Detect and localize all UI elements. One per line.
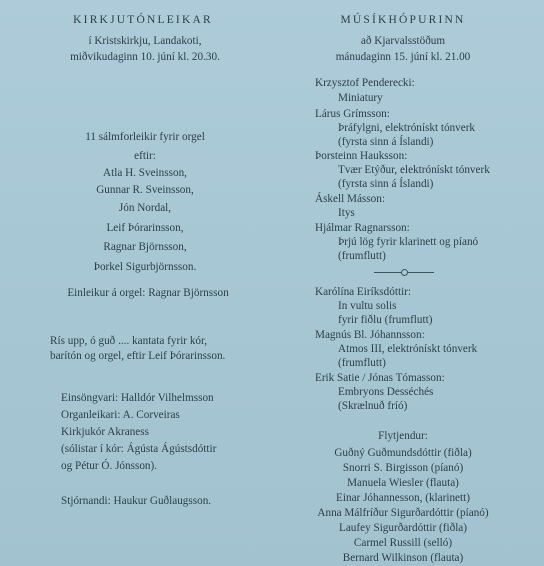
program-work: In vultu solis [338,300,397,312]
program-composer: Krzysztof Penderecki: [315,77,415,89]
conductor-line: Stjórnandi: Haukur Guðlaugsson. [61,495,212,507]
player-name: Laufey Sigurðardóttir (fiðla) [339,522,467,534]
players-heading: Flytjendur: [378,430,428,442]
church-concert-date: miðvikudaginn 10. júní kl. 20.30. [70,51,220,63]
player-name: Anna Málfríður Sigurðardóttir (píanó) [317,507,489,519]
program-work-note: (Skrælnuð fríó) [338,400,408,412]
program-work-note: fyrir fiðlu (frumflutt) [338,314,433,326]
player-name: Snorri S. Birgisson (píanó) [342,462,464,474]
program-work-note: (fyrsta sinn á Íslandi) [338,136,434,148]
composer-name: Atla H. Sveinsson, [103,167,187,179]
composer-name: Gunnar R. Sveinsson, [96,184,194,196]
cantata-line: barítón og orgel, eftir Leif Þórarinsson. [50,350,226,362]
composer-name: Leif Þórarinsson, [106,222,184,234]
program-work: Tvær Etýður, elektrónískt tónverk [338,164,490,176]
organ-preludes-by: eftir: [134,150,156,162]
performer-line: (sólistar í kór: Ágústa Ágústsdóttir [61,443,217,455]
program-composer: Karólína Eiríksdóttir: [315,286,412,298]
program-work-note: (fyrsta sinn á Íslandi) [338,178,434,190]
program-composer: Hjálmar Ragnarsson: [315,222,410,234]
performer-line: Kirkjukór Akraness [61,426,149,438]
composer-name: Jón Nordal, [118,202,172,214]
program-work-note: (frumflutt) [338,250,386,262]
music-group-title: MÚSÍKHÓPURINN [340,14,466,26]
player-name: Guðný Guðmundsdóttir (fiðla) [334,447,472,459]
program-work: Þrjú lög fyrir klarinett og píanó [338,236,479,248]
organ-preludes-heading: 11 sálmforleikir fyrir orgel [85,131,205,143]
music-group-venue: að Kjarvalsstöðum [360,35,446,47]
program-composer: Lárus Grímsson: [315,108,390,120]
program-composer: Erik Satie / Jónas Tómasson: [315,372,445,384]
music-group-date: mánudaginn 15. júní kl. 21.00 [335,51,471,63]
church-concert-title: KIRKJUTÓNLEIKAR [73,14,213,26]
program-work: Atmos III, elektrónískt tónverk [338,343,478,355]
program-work-note: (frumflutt) [338,357,386,369]
player-name: Carmel Russill (selló) [353,537,453,549]
composer-name: Ragnar Björnsson, [103,241,187,253]
performer-line: Organleikari: A. Corveiras [61,409,180,421]
player-name: Manuela Wiesler (flauta) [347,477,459,489]
program-work: Miniatury [338,92,383,104]
program-work: Embryons Desséchés [338,386,434,398]
player-name: Einar Jóhannesson, (klarinett) [336,492,470,504]
program-work: Itys [338,207,355,219]
performer-line: og Pétur Ó. Jónsson). [61,460,158,472]
program-composer: Þorsteinn Hauksson: [315,150,408,162]
church-concert-venue: í Kristskirkju, Landakoti, [88,35,202,47]
organ-soloist: Einleikur á orgel: Ragnar Björnsson [67,287,229,299]
program-work: Þráfylgni, elektrónískt tónverk [338,122,476,134]
program-composer: Áskell Másson: [315,193,385,205]
composer-name: Þorkel Sigurbjörnsson. [93,261,197,273]
program-composer: Magnús Bl. Jóhannsson: [315,329,425,341]
cantata-line: Rís upp, ó guð .... kantata fyrir kór, [50,335,208,347]
performer-line: Einsöngvari: Halldór Vilhelmsson [61,392,214,404]
divider-ornament-icon [401,269,408,276]
player-name: Bernard Wilkinson (flauta) [342,552,464,564]
